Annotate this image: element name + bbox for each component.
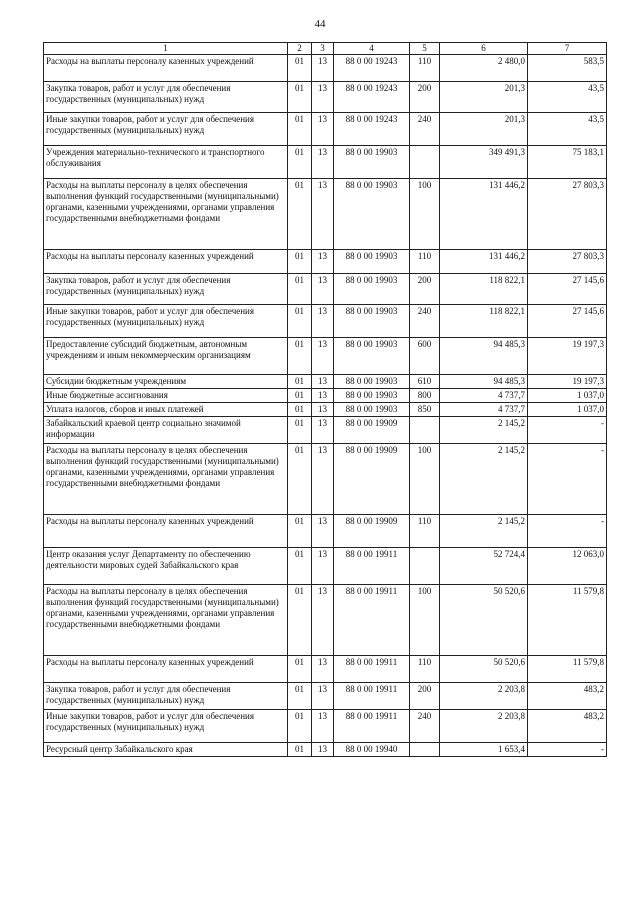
section-code: 01 [288,683,312,710]
executed-amount: 43,5 [528,82,607,113]
subsection-code: 13 [312,274,334,305]
section-code: 01 [288,585,312,656]
executed-amount: 1 037,0 [528,389,607,403]
row-name: Расходы на выплаты персоналу казенных учреждений [44,55,288,82]
row-name: Расходы на выплаты персоналу в целях обеспечения выполнения функций государственными (муниципальными) органами, казенными учреждениями, органами управления государственными внебюджетными фондами [44,179,288,250]
target-article-code: 88 0 00 19243 [334,113,410,146]
target-article-code: 88 0 00 19911 [334,656,410,683]
section-code: 01 [288,179,312,250]
executed-amount: 75 183,1 [528,146,607,179]
table-body [44,55,607,757]
table-row [44,375,607,389]
section-code: 01 [288,403,312,417]
table-row [44,146,607,179]
executed-amount: 1 037,0 [528,403,607,417]
expense-type-code [410,548,440,585]
expense-type-code: 200 [410,82,440,113]
plan-amount: 349 491,3 [440,146,528,179]
table-row [44,55,607,82]
table-header-row [44,43,607,55]
plan-amount: 94 485,3 [440,375,528,389]
section-code: 01 [288,250,312,274]
row-name: Расходы на выплаты персоналу в целях обеспечения выполнения функций государственными (муниципальными) органами, казенными учреждениями, органами управления государственными внебюджетными фондами [44,444,288,515]
plan-amount: 4 737,7 [440,389,528,403]
row-name: Расходы на выплаты персоналу казенных учреждений [44,515,288,548]
expense-type-code: 200 [410,274,440,305]
plan-amount: 2 480,0 [440,55,528,82]
target-article-code: 88 0 00 19903 [334,403,410,417]
column-header: 3 [312,43,334,55]
subsection-code: 13 [312,82,334,113]
target-article-code: 88 0 00 19903 [334,305,410,338]
expense-type-code: 610 [410,375,440,389]
expense-type-code: 600 [410,338,440,375]
target-article-code: 88 0 00 19243 [334,55,410,82]
row-name: Предоставление субсидий бюджетным, автономным учреждениям и иным некоммерческим организациям [44,338,288,375]
section-code: 01 [288,444,312,515]
plan-amount: 1 653,4 [440,743,528,757]
plan-amount: 131 446,2 [440,179,528,250]
column-header: 5 [410,43,440,55]
section-code: 01 [288,82,312,113]
budget-table [43,42,607,757]
subsection-code: 13 [312,338,334,375]
subsection-code: 13 [312,389,334,403]
executed-amount: 11 579,8 [528,656,607,683]
plan-amount: 118 822,1 [440,274,528,305]
row-name: Иные закупки товаров, работ и услуг для обеспечения государственных (муниципальных) нужд [44,305,288,338]
section-code: 01 [288,305,312,338]
target-article-code: 88 0 00 19909 [334,515,410,548]
row-name: Забайкальский краевой центр социально значимой информации [44,417,288,444]
target-article-code: 88 0 00 19903 [334,338,410,375]
plan-amount: 50 520,6 [440,585,528,656]
table-row [44,683,607,710]
subsection-code: 13 [312,403,334,417]
target-article-code: 88 0 00 19903 [334,389,410,403]
section-code: 01 [288,338,312,375]
subsection-code: 13 [312,179,334,250]
plan-amount: 2 203,8 [440,683,528,710]
subsection-code: 13 [312,113,334,146]
executed-amount: 11 579,8 [528,585,607,656]
section-code: 01 [288,548,312,585]
subsection-code: 13 [312,683,334,710]
executed-amount: 27 145,6 [528,305,607,338]
subsection-code: 13 [312,444,334,515]
plan-amount: 131 446,2 [440,250,528,274]
expense-type-code [410,743,440,757]
row-name: Закупка товаров, работ и услуг для обеспечения государственных (муниципальных) нужд [44,683,288,710]
target-article-code: 88 0 00 19903 [334,274,410,305]
expense-type-code: 100 [410,444,440,515]
row-name: Ресурсный центр Забайкальского края [44,743,288,757]
section-code: 01 [288,656,312,683]
row-name: Расходы на выплаты персоналу казенных учреждений [44,250,288,274]
row-name: Расходы на выплаты персоналу в целях обеспечения выполнения функций государственными (муниципальными) органами, казенными учреждениями, органами управления государственными внебюджетными фондами [44,585,288,656]
table-row [44,656,607,683]
row-name: Закупка товаров, работ и услуг для обеспечения государственных (муниципальных) нужд [44,274,288,305]
target-article-code: 88 0 00 19911 [334,683,410,710]
table-row [44,305,607,338]
executed-amount: - [528,743,607,757]
subsection-code: 13 [312,710,334,743]
expense-type-code: 100 [410,179,440,250]
expense-type-code [410,417,440,444]
section-code: 01 [288,146,312,179]
column-header: 6 [440,43,528,55]
expense-type-code: 110 [410,250,440,274]
plan-amount: 52 724,4 [440,548,528,585]
expense-type-code: 240 [410,305,440,338]
target-article-code: 88 0 00 19909 [334,417,410,444]
subsection-code: 13 [312,743,334,757]
subsection-code: 13 [312,417,334,444]
expense-type-code: 240 [410,113,440,146]
expense-type-code: 850 [410,403,440,417]
subsection-code: 13 [312,515,334,548]
table-row [44,743,607,757]
target-article-code: 88 0 00 19903 [334,250,410,274]
executed-amount: - [528,444,607,515]
table-row [44,338,607,375]
row-name: Центр оказания услуг Департаменту по обеспечению деятельности мировых судей Забайкальского края [44,548,288,585]
section-code: 01 [288,274,312,305]
expense-type-code: 110 [410,515,440,548]
executed-amount: 12 063,0 [528,548,607,585]
plan-amount: 2 145,2 [440,515,528,548]
plan-amount: 201,3 [440,113,528,146]
plan-amount: 50 520,6 [440,656,528,683]
subsection-code: 13 [312,375,334,389]
section-code: 01 [288,375,312,389]
table-row [44,389,607,403]
plan-amount: 2 203,8 [440,710,528,743]
target-article-code: 88 0 00 19903 [334,146,410,179]
expense-type-code: 110 [410,55,440,82]
table-row [44,274,607,305]
executed-amount: - [528,417,607,444]
table-row [44,444,607,515]
target-article-code: 88 0 00 19911 [334,585,410,656]
subsection-code: 13 [312,305,334,338]
section-code: 01 [288,389,312,403]
executed-amount: 483,2 [528,710,607,743]
row-name: Расходы на выплаты персоналу казенных учреждений [44,656,288,683]
section-code: 01 [288,113,312,146]
row-name: Иные закупки товаров, работ и услуг для обеспечения государственных (муниципальных) нужд [44,710,288,743]
table-row [44,548,607,585]
expense-type-code: 100 [410,585,440,656]
section-code: 01 [288,710,312,743]
table-row [44,515,607,548]
target-article-code: 88 0 00 19911 [334,548,410,585]
table-row [44,403,607,417]
table-row [44,417,607,444]
column-header: 1 [44,43,288,55]
row-name: Иные закупки товаров, работ и услуг для обеспечения государственных (муниципальных) нужд [44,113,288,146]
plan-amount: 201,3 [440,82,528,113]
executed-amount: 43,5 [528,113,607,146]
column-header: 2 [288,43,312,55]
row-name: Уплата налогов, сборов и иных платежей [44,403,288,417]
plan-amount: 94 485,3 [440,338,528,375]
section-code: 01 [288,743,312,757]
table-row [44,179,607,250]
plan-amount: 2 145,2 [440,417,528,444]
executed-amount: - [528,515,607,548]
section-code: 01 [288,55,312,82]
page-number: 44 [314,18,326,30]
row-name: Субсидии бюджетным учреждениям [44,375,288,389]
target-article-code: 88 0 00 19909 [334,444,410,515]
expense-type-code: 200 [410,683,440,710]
subsection-code: 13 [312,585,334,656]
executed-amount: 27 803,3 [528,250,607,274]
target-article-code: 88 0 00 19243 [334,82,410,113]
table-row [44,113,607,146]
executed-amount: 27 803,3 [528,179,607,250]
executed-amount: 583,5 [528,55,607,82]
expense-type-code: 800 [410,389,440,403]
executed-amount: 19 197,3 [528,375,607,389]
table-row [44,82,607,113]
column-header: 7 [528,43,607,55]
plan-amount: 4 737,7 [440,403,528,417]
plan-amount: 2 145,2 [440,444,528,515]
table-row [44,710,607,743]
table-row [44,250,607,274]
expense-type-code [410,146,440,179]
subsection-code: 13 [312,146,334,179]
expense-type-code: 110 [410,656,440,683]
subsection-code: 13 [312,55,334,82]
target-article-code: 88 0 00 19911 [334,710,410,743]
executed-amount: 27 145,6 [528,274,607,305]
row-name: Учреждения материально-технического и транспортного обслуживания [44,146,288,179]
section-code: 01 [288,515,312,548]
target-article-code: 88 0 00 19903 [334,375,410,389]
subsection-code: 13 [312,656,334,683]
expense-type-code: 240 [410,710,440,743]
table-row [44,585,607,656]
executed-amount: 483,2 [528,683,607,710]
executed-amount: 19 197,3 [528,338,607,375]
row-name: Иные бюджетные ассигнования [44,389,288,403]
target-article-code: 88 0 00 19940 [334,743,410,757]
section-code: 01 [288,417,312,444]
subsection-code: 13 [312,548,334,585]
row-name: Закупка товаров, работ и услуг для обеспечения государственных (муниципальных) нужд [44,82,288,113]
target-article-code: 88 0 00 19903 [334,179,410,250]
column-header: 4 [334,43,410,55]
plan-amount: 118 822,1 [440,305,528,338]
subsection-code: 13 [312,250,334,274]
